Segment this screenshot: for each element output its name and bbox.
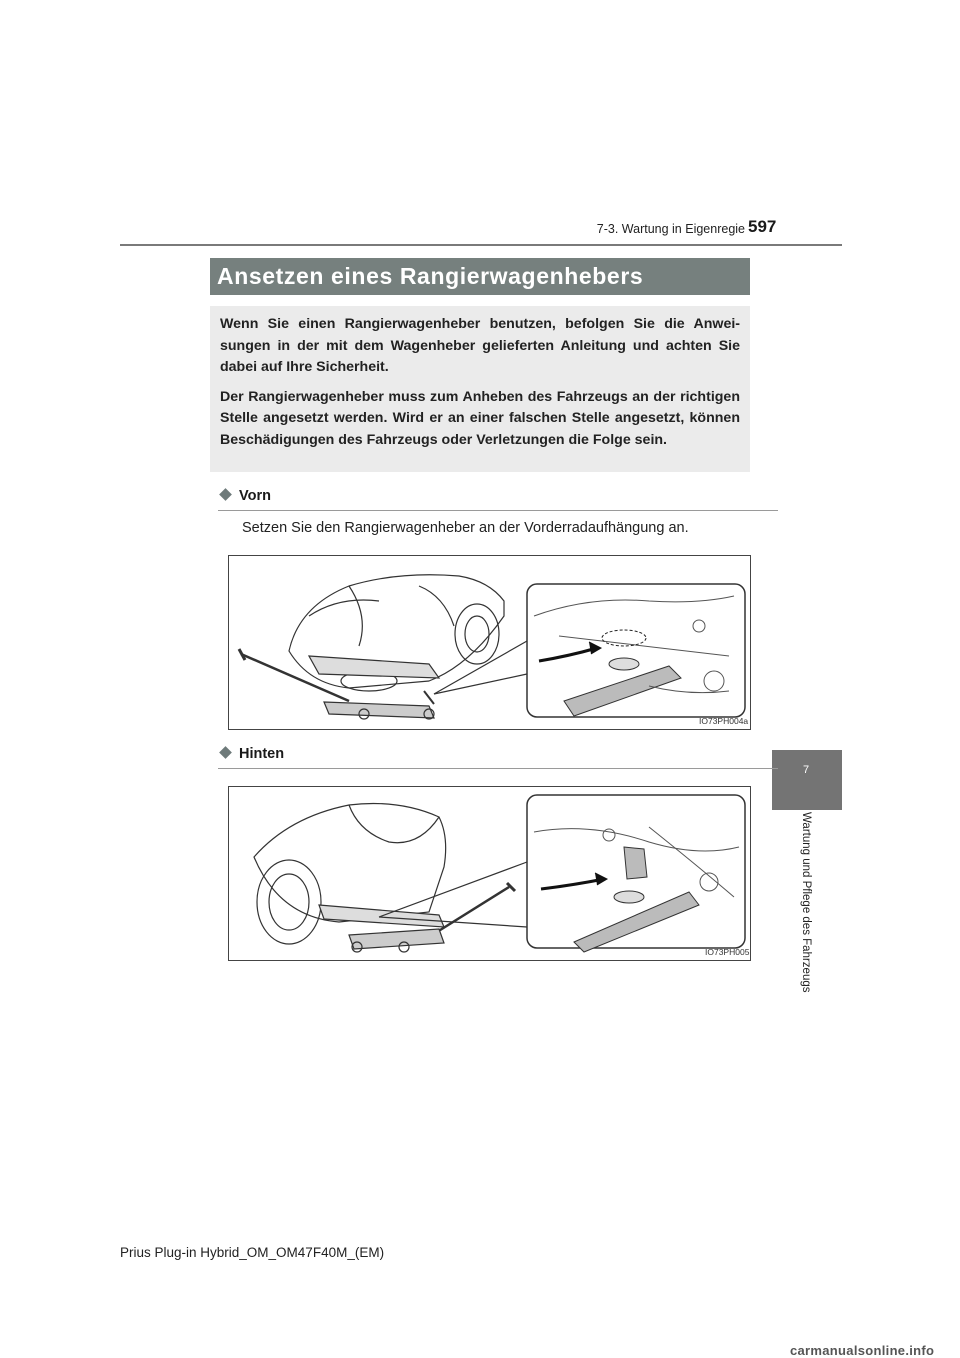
rear-figure-code: IO73PH005: [705, 947, 750, 957]
rear-heading: Hinten: [218, 746, 778, 769]
header-section-title: 7-3. Wartung in Eigenregie: [596, 222, 745, 236]
section-title: Ansetzen eines Rangierwagenhebers: [210, 258, 750, 295]
chapter-tab: [772, 750, 842, 810]
front-figure-code: IO73PH004a: [699, 716, 749, 726]
chapter-number: 7: [803, 764, 810, 776]
watermark: carmanualsonline.info: [790, 1343, 935, 1358]
front-instruction: Setzen Sie den Rangierwagenheber an der Vorderradaufhängung an.: [242, 520, 689, 536]
header-divider: [120, 244, 842, 246]
info-paragraph-1: Wenn Sie einen Rangierwagenheber benutzen, befolgen Sie die Anwei-sungen in der mit dem Wagenheber gelieferten Anleitung und achten Sie dabei auf Ihre Sicherheit.: [220, 316, 740, 376]
front-illustration: [228, 555, 751, 730]
chapter-title: Wartung und Pflege des Fahrzeugs: [800, 812, 812, 993]
info-box: [210, 306, 750, 472]
diamond-bullet-icon: [219, 488, 232, 501]
page-number: 597: [748, 217, 777, 236]
diamond-bullet-icon: [219, 746, 232, 759]
front-heading: Vorn: [218, 488, 778, 511]
info-paragraph-2: Der Rangierwagenheber muss zum Anheben des Fahrzeugs an der richtigen Stelle angesetzt werden. Wird er an einer falschen Stelle angesetzt, können Beschädigungen des Fahrzeugs oder Verletzungen die Folge sein.: [220, 388, 740, 448]
footer-model: Prius Plug-in Hybrid_OM_OM47F40M_(EM): [120, 1245, 385, 1260]
rear-illustration: [228, 786, 751, 961]
rear-jack-drawing: [229, 787, 750, 960]
front-jack-drawing: [229, 556, 750, 729]
